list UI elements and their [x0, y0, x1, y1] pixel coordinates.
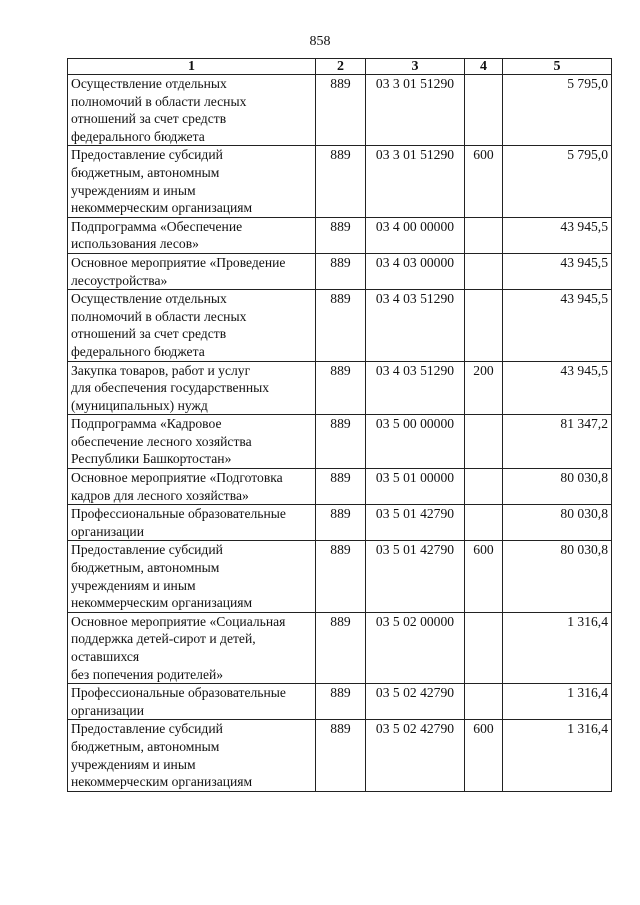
row-classification-code-cell: 03 5 00 00000	[366, 415, 465, 469]
row-expense-type-cell: 600	[465, 146, 503, 217]
table-row	[68, 217, 612, 253]
row-amount-cell: 43 945,5	[503, 217, 612, 253]
row-ministry-cell: 889	[316, 75, 366, 146]
row-ministry-cell: 889	[316, 146, 366, 217]
table-row	[68, 290, 612, 361]
row-amount-cell: 1 316,4	[503, 720, 612, 791]
column-header-2: 2	[316, 59, 366, 75]
table-row	[68, 361, 612, 415]
row-name-cell: Предоставление субсидий бюджетным, автономным учреждениям и иным некоммерческим организациям	[68, 720, 316, 791]
row-expense-type-cell: 600	[465, 541, 503, 612]
row-name-cell: Осуществление отдельных полномочий в области лесных отношений за счет средств федерального бюджета	[68, 290, 316, 361]
row-name-cell: Основное мероприятие «Подготовка кадров для лесного хозяйства»	[68, 469, 316, 505]
row-expense-type-cell	[465, 253, 503, 289]
row-expense-type-cell: 600	[465, 720, 503, 791]
row-amount-cell: 81 347,2	[503, 415, 612, 469]
row-expense-type-cell	[465, 505, 503, 541]
row-amount-cell: 80 030,8	[503, 469, 612, 505]
row-expense-type-cell	[465, 217, 503, 253]
column-header-3: 3	[366, 59, 465, 75]
table-row	[68, 253, 612, 289]
row-classification-code-cell: 03 3 01 51290	[366, 75, 465, 146]
row-ministry-cell: 889	[316, 720, 366, 791]
row-name-cell: Предоставление субсидий бюджетным, автономным учреждениям и иным некоммерческим организациям	[68, 146, 316, 217]
row-classification-code-cell: 03 5 02 42790	[366, 684, 465, 720]
row-classification-code-cell: 03 4 03 51290	[366, 290, 465, 361]
table-row	[68, 75, 612, 146]
row-name-cell: Осуществление отдельных полномочий в области лесных отношений за счет средств федерального бюджета	[68, 75, 316, 146]
row-ministry-cell: 889	[316, 361, 366, 415]
table-row	[68, 146, 612, 217]
row-expense-type-cell	[465, 612, 503, 683]
table-row	[68, 612, 612, 683]
row-classification-code-cell: 03 5 01 00000	[366, 469, 465, 505]
row-ministry-cell: 889	[316, 290, 366, 361]
row-ministry-cell: 889	[316, 541, 366, 612]
row-ministry-cell: 889	[316, 684, 366, 720]
row-name-cell: Предоставление субсидий бюджетным, автономным учреждениям и иным некоммерческим организациям	[68, 541, 316, 612]
row-classification-code-cell: 03 4 00 00000	[366, 217, 465, 253]
row-name-cell: Подпрограмма «Кадровое обеспечение лесного хозяйства Республики Башкортостан»	[68, 415, 316, 469]
row-name-cell: Профессиональные образовательные организации	[68, 684, 316, 720]
row-amount-cell: 1 316,4	[503, 684, 612, 720]
page-number: 858	[309, 34, 331, 49]
row-ministry-cell: 889	[316, 469, 366, 505]
row-expense-type-cell	[465, 469, 503, 505]
row-classification-code-cell: 03 5 01 42790	[366, 505, 465, 541]
table-row	[68, 505, 612, 541]
table-row	[68, 469, 612, 505]
row-ministry-cell: 889	[316, 612, 366, 683]
column-header-4: 4	[465, 59, 503, 75]
row-classification-code-cell: 03 4 03 00000	[366, 253, 465, 289]
row-expense-type-cell	[465, 415, 503, 469]
row-ministry-cell: 889	[316, 415, 366, 469]
column-header-1: 1	[68, 59, 316, 75]
row-expense-type-cell	[465, 684, 503, 720]
row-expense-type-cell	[465, 290, 503, 361]
row-amount-cell: 1 316,4	[503, 612, 612, 683]
row-amount-cell: 5 795,0	[503, 146, 612, 217]
row-amount-cell: 43 945,5	[503, 253, 612, 289]
row-classification-code-cell: 03 4 03 51290	[366, 361, 465, 415]
row-amount-cell: 43 945,5	[503, 290, 612, 361]
row-ministry-cell: 889	[316, 253, 366, 289]
row-amount-cell: 5 795,0	[503, 75, 612, 146]
table-row	[68, 415, 612, 469]
budget-table	[67, 58, 612, 792]
table-row	[68, 541, 612, 612]
row-name-cell: Профессиональные образовательные организации	[68, 505, 316, 541]
row-expense-type-cell	[465, 75, 503, 146]
row-ministry-cell: 889	[316, 505, 366, 541]
row-name-cell: Подпрограмма «Обеспечение использования лесов»	[68, 217, 316, 253]
table-row	[68, 684, 612, 720]
row-amount-cell: 80 030,8	[503, 505, 612, 541]
row-amount-cell: 43 945,5	[503, 361, 612, 415]
row-name-cell: Основное мероприятие «Проведение лесоустройства»	[68, 253, 316, 289]
row-classification-code-cell: 03 5 02 00000	[366, 612, 465, 683]
column-header-5: 5	[503, 59, 612, 75]
row-classification-code-cell: 03 5 02 42790	[366, 720, 465, 791]
table-header-row	[68, 59, 612, 75]
row-expense-type-cell: 200	[465, 361, 503, 415]
row-classification-code-cell: 03 5 01 42790	[366, 541, 465, 612]
table-row	[68, 720, 612, 791]
row-ministry-cell: 889	[316, 217, 366, 253]
row-name-cell: Основное мероприятие «Социальная поддержка детей-сирот и детей, оставшихся без попечения родителей»	[68, 612, 316, 683]
row-name-cell: Закупка товаров, работ и услуг для обеспечения государственных (муниципальных) нужд	[68, 361, 316, 415]
row-classification-code-cell: 03 3 01 51290	[366, 146, 465, 217]
row-amount-cell: 80 030,8	[503, 541, 612, 612]
